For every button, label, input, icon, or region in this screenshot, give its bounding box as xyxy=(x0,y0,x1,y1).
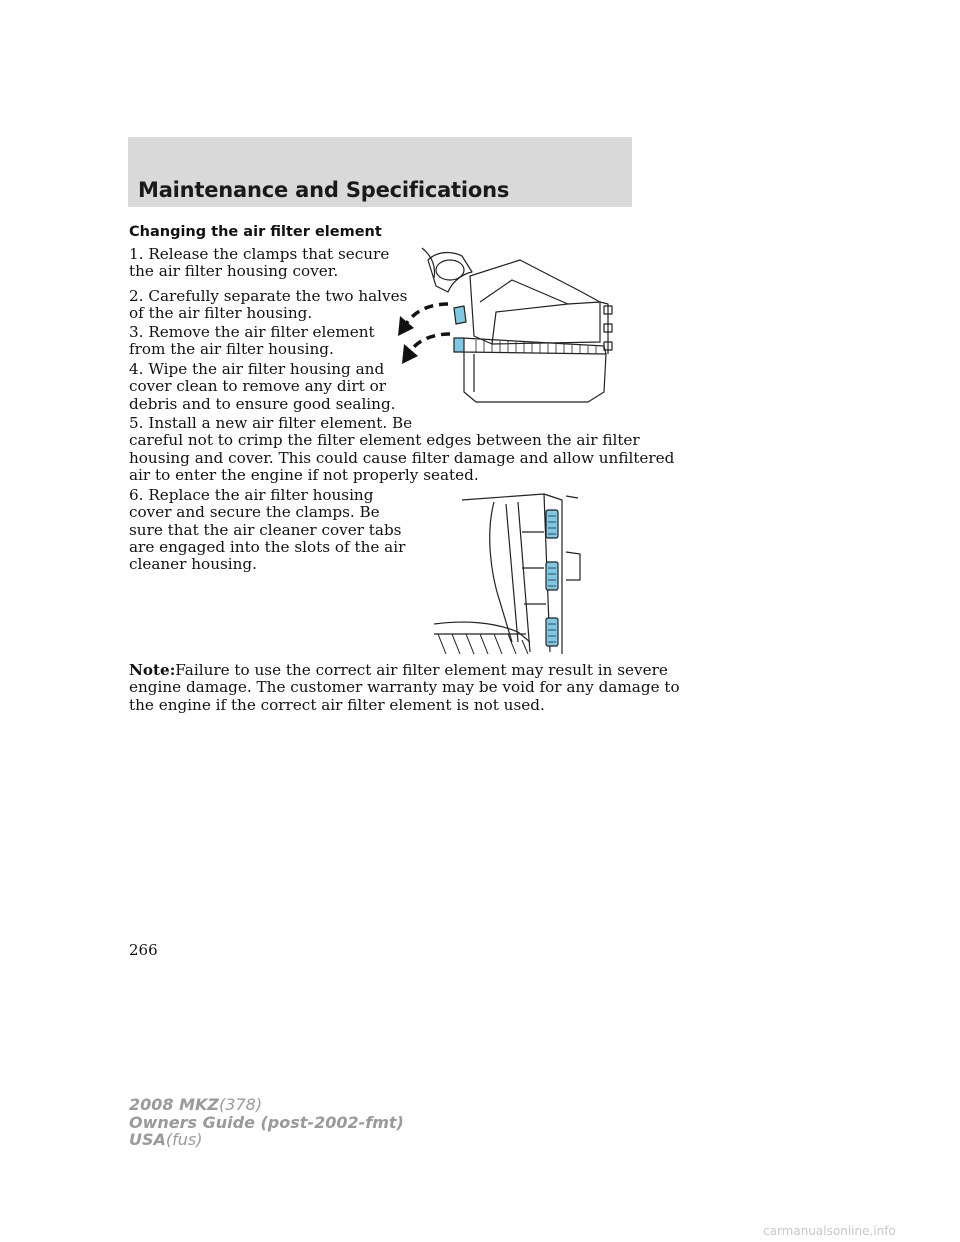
step-3: 3. Remove the air filter element from the air filter housing. xyxy=(129,323,375,359)
release-arrow-upper xyxy=(406,304,448,324)
housing-cover xyxy=(470,260,600,344)
step-1: 1. Release the clamps that secure the air filter housing cover. xyxy=(129,245,390,281)
release-arrow-lower xyxy=(410,334,450,352)
housing-clamp xyxy=(454,338,464,352)
arrow-head-upper xyxy=(398,316,414,336)
cover-tabs-closeup-illustration xyxy=(434,492,584,654)
step-4: 4. Wipe the air filter housing and cover clean to remove any dirt or debris and to ensure good sealing. xyxy=(129,360,396,413)
step-6: 6. Replace the air filter housing cover and secure the clamps. Be sure that the air cleaner cover tabs are engaged into the slots of the air cleaner housing. xyxy=(129,486,406,574)
note-label: Note: xyxy=(129,661,176,679)
page-number: 266 xyxy=(129,941,158,959)
watermark: carmanualsonline.info xyxy=(763,1224,896,1238)
note-paragraph xyxy=(129,662,680,714)
section-title: Changing the air filter element xyxy=(129,224,382,240)
footer-market-code: (fus) xyxy=(165,1130,203,1149)
housing-base xyxy=(464,352,606,402)
footer-guide: Owners Guide (post-2002-fmt) xyxy=(129,1112,404,1132)
document-footer xyxy=(129,1096,404,1149)
air-filter-housing-illustration xyxy=(392,242,620,414)
footer-market: USA xyxy=(129,1130,166,1149)
footer-model: 2008 MKZ xyxy=(129,1095,220,1114)
step-2: 2. Carefully separate the two halves of the air filter housing. xyxy=(129,287,408,323)
page-header-title: Maintenance and Specifications xyxy=(138,178,510,202)
housing-clamp xyxy=(454,306,466,324)
step-5: 5. Install a new air filter element. Be careful not to crimp the filter element edges between the air filter housing and cover. This could cause filter damage and allow unfiltered air to enter the engine if not properly seated. xyxy=(129,414,675,484)
footer-model-code: (378) xyxy=(219,1095,263,1114)
note-text: Failure to use the correct air filter element may result in severe engine damage. The customer warranty may be void for any damage to the engine if the correct air filter element is not used. xyxy=(129,661,680,714)
